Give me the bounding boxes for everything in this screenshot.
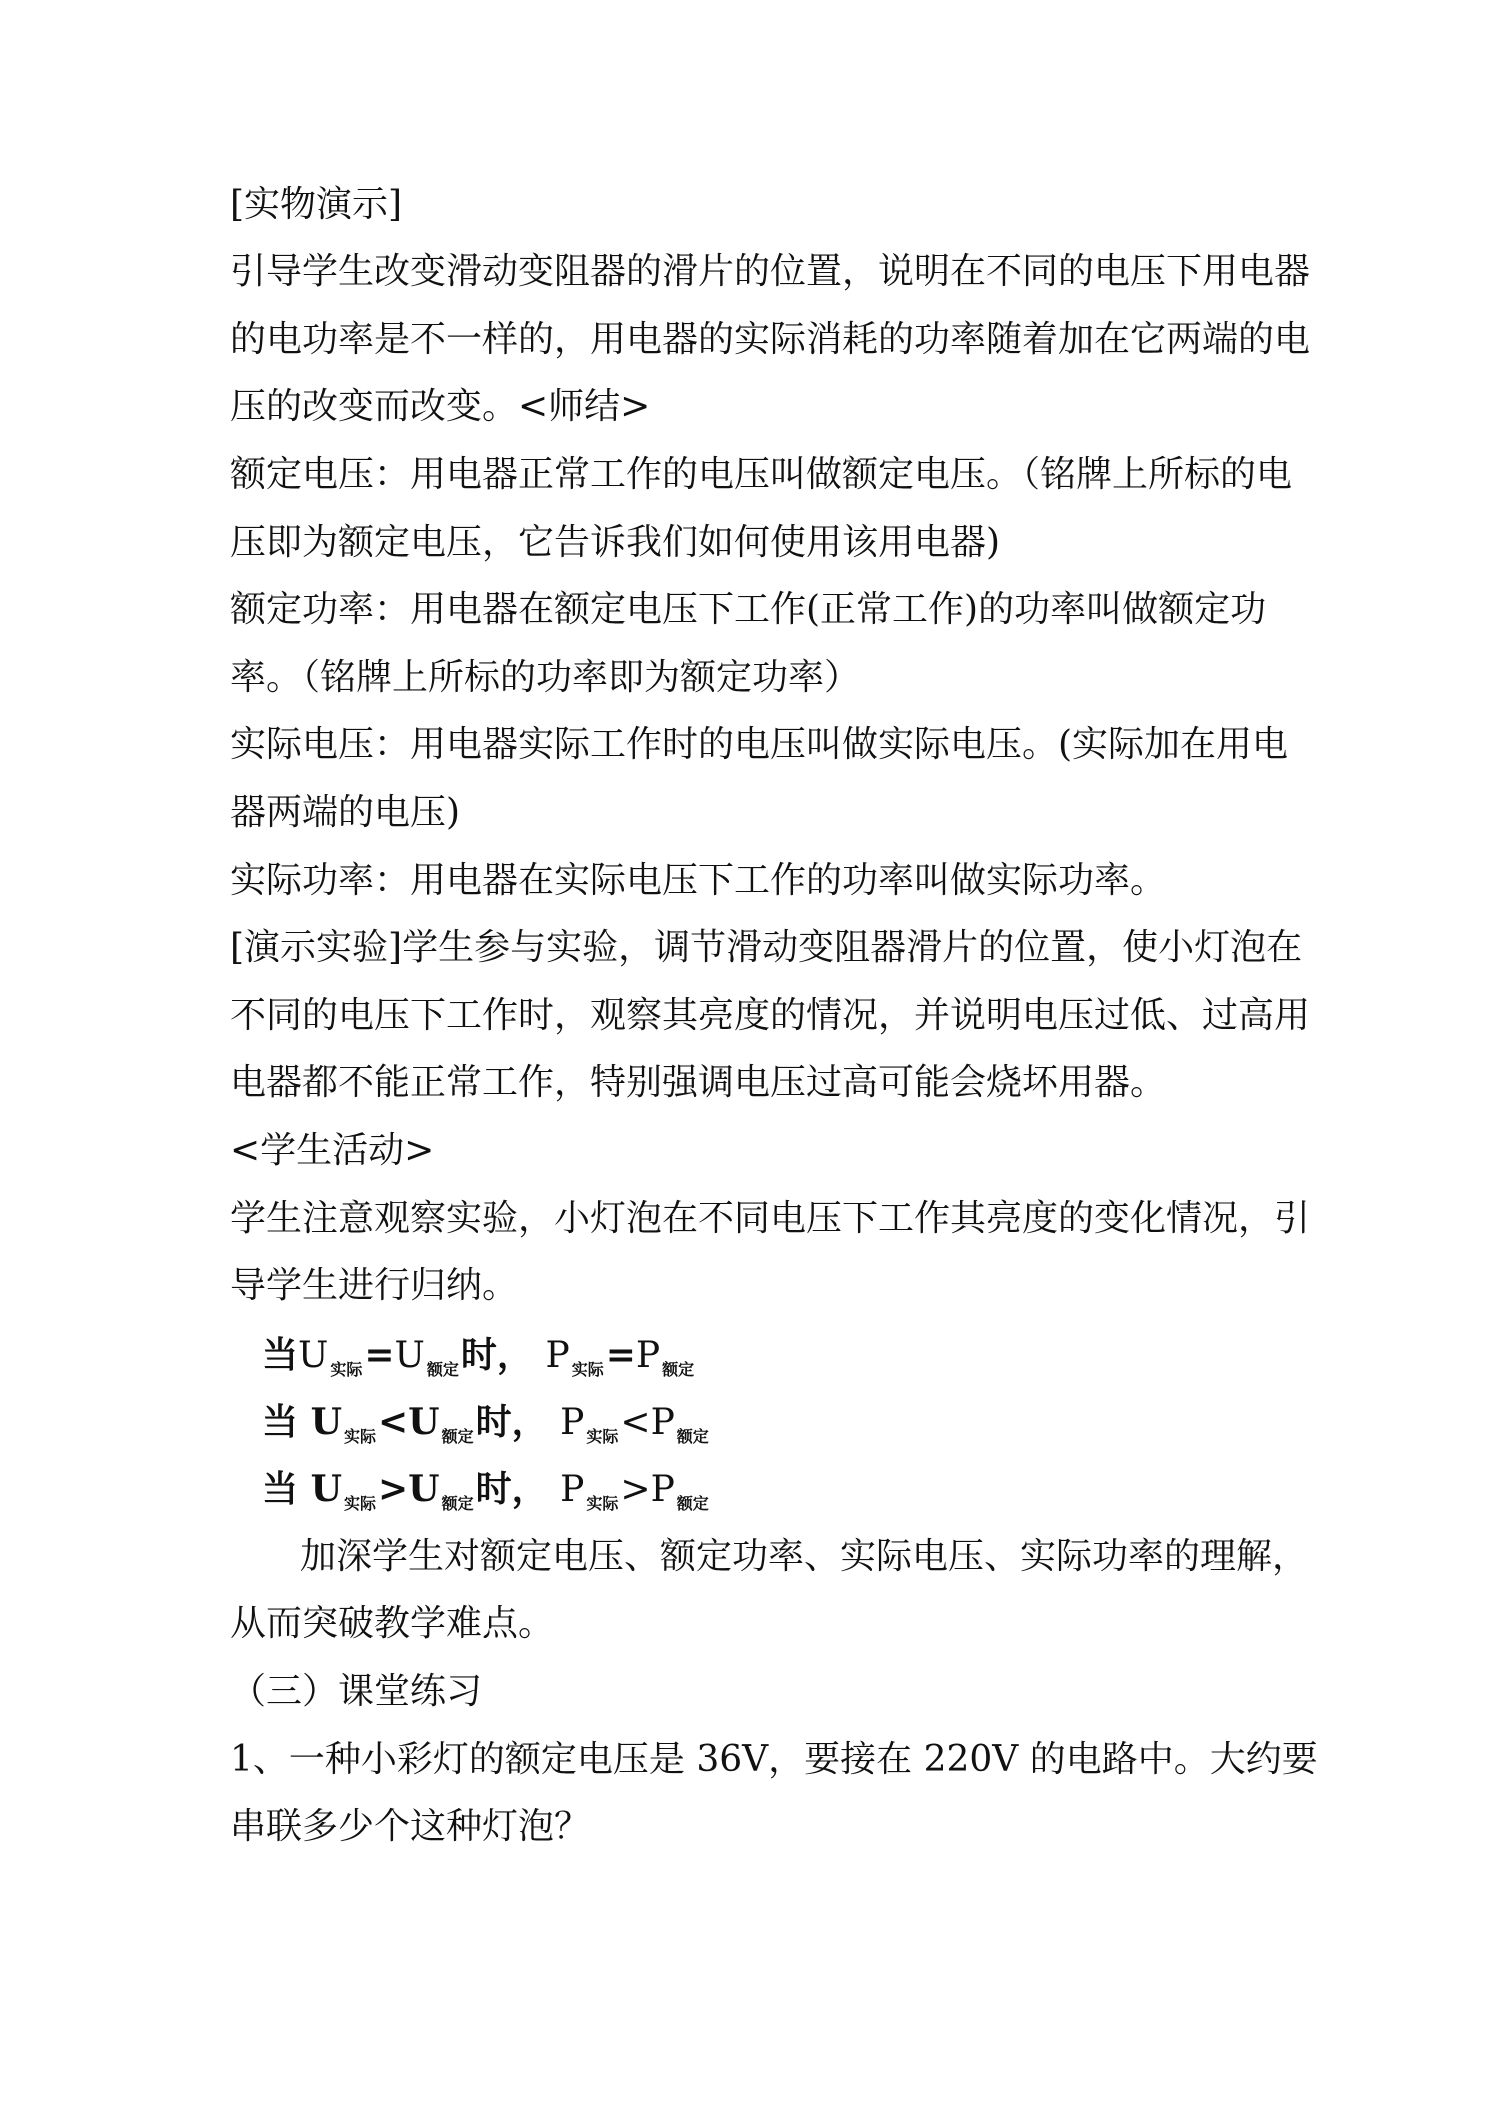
definition-actual-power: 实际功率：用电器在实际电压下工作的功率叫做实际功率。 [230, 860, 1167, 901]
formula-p: P [560, 1469, 585, 1510]
subscript-actual: 实际 [571, 1360, 604, 1379]
formula-operator: < [620, 1402, 651, 1443]
exercise-question-1-cont: 串联多少个这种灯泡？ [230, 1806, 591, 1847]
subscript-rated: 额定 [676, 1494, 709, 1513]
paragraph-line: 从而突破教学难点。 [230, 1603, 555, 1644]
definition-actual-voltage-cont: 器两端的电压) [230, 792, 461, 833]
formula-equal [262, 1333, 696, 1392]
formula-when: 当 [262, 1401, 299, 1443]
subscript-actual: 实际 [343, 1427, 376, 1446]
paragraph-line: 加深学生对额定电压、额定功率、实际电压、实际功率的理解， [300, 1536, 1309, 1577]
formula-u: U [310, 1468, 342, 1510]
formula-then: 时， [475, 1401, 548, 1443]
subscript-rated: 额定 [441, 1427, 474, 1446]
subscript-rated: 额定 [441, 1494, 474, 1513]
paragraph-line: 学生注意观察实验，小灯泡在不同电压下工作其亮度的变化情况，引 [230, 1198, 1311, 1239]
definition-rated-power-cont: 率。（铭牌上所标的功率即为额定功率） [230, 657, 861, 698]
formula-u: U [298, 1335, 329, 1376]
section-heading-demo: [实物演示] [230, 184, 403, 225]
exercise-question-1: 1、一种小彩灯的额定电压是 36V，要接在 220V 的电路中。大约要 [230, 1739, 1318, 1780]
formula-operator: > [377, 1468, 409, 1510]
definition-rated-voltage-cont: 压即为额定电压，它告诉我们如何使用该用电器) [230, 522, 1001, 563]
paragraph-line: 的电功率是不一样的，用电器的实际消耗的功率随着加在它两端的电 [230, 319, 1311, 360]
formula-when: 当 [262, 1334, 299, 1376]
subscript-actual: 实际 [586, 1427, 619, 1446]
definition-rated-power: 额定功率：用电器在额定电压下工作(正常工作)的功率叫做额定功 [230, 589, 1267, 630]
formula-greater [262, 1467, 711, 1526]
formula-then: 时， [475, 1468, 548, 1510]
formula-operator: = [605, 1334, 636, 1376]
formula-when: 当 [262, 1468, 299, 1510]
subscript-rated: 额定 [662, 1360, 695, 1379]
subscript-rated: 额定 [426, 1360, 459, 1379]
formula-p: P [635, 1335, 661, 1376]
paragraph-line: 电器都不能正常工作，特别强调电压过高可能会烧坏用器。 [230, 1062, 1167, 1103]
subscript-actual: 实际 [586, 1494, 619, 1513]
formula-p: P [650, 1402, 675, 1443]
paragraph-line: 导学生进行归纳。 [230, 1265, 519, 1306]
section-heading-student-activity: <学生活动> [230, 1130, 435, 1171]
formula-operator: = [364, 1334, 395, 1376]
formula-p: P [650, 1469, 675, 1510]
paragraph-line: [演示实验]学生参与实验，调节滑动变阻器滑片的位置，使小灯泡在 [230, 927, 1303, 968]
paragraph-line: 引导学生改变滑动变阻器的滑片的位置，说明在不同的电压下用电器 [230, 251, 1311, 292]
subscript-actual: 实际 [330, 1360, 363, 1379]
formula-operator: > [620, 1469, 651, 1510]
formula-then: 时， [460, 1334, 533, 1376]
paragraph-line: 不同的电压下工作时，观察其亮度的情况，并说明电压过低、过高用 [230, 995, 1311, 1036]
formula-u: U [310, 1401, 342, 1443]
formula-u: U [408, 1468, 440, 1510]
section-heading-classroom-practice: （三）课堂练习 [230, 1671, 483, 1712]
subscript-actual: 实际 [343, 1494, 376, 1513]
formula-u: U [408, 1401, 440, 1443]
formula-p: P [545, 1335, 570, 1376]
paragraph-line: 压的改变而改变。<师结> [230, 386, 651, 427]
formula-p: P [560, 1402, 585, 1443]
definition-rated-voltage: 额定电压：用电器正常工作的电压叫做额定电压。（铭牌上所标的电 [230, 454, 1293, 495]
formula-operator: < [377, 1401, 409, 1443]
definition-actual-voltage: 实际电压：用电器实际工作时的电压叫做实际电压。(实际加在用电 [230, 724, 1289, 765]
formula-less [262, 1400, 711, 1459]
subscript-rated: 额定 [676, 1427, 709, 1446]
formula-u: U [394, 1335, 425, 1376]
